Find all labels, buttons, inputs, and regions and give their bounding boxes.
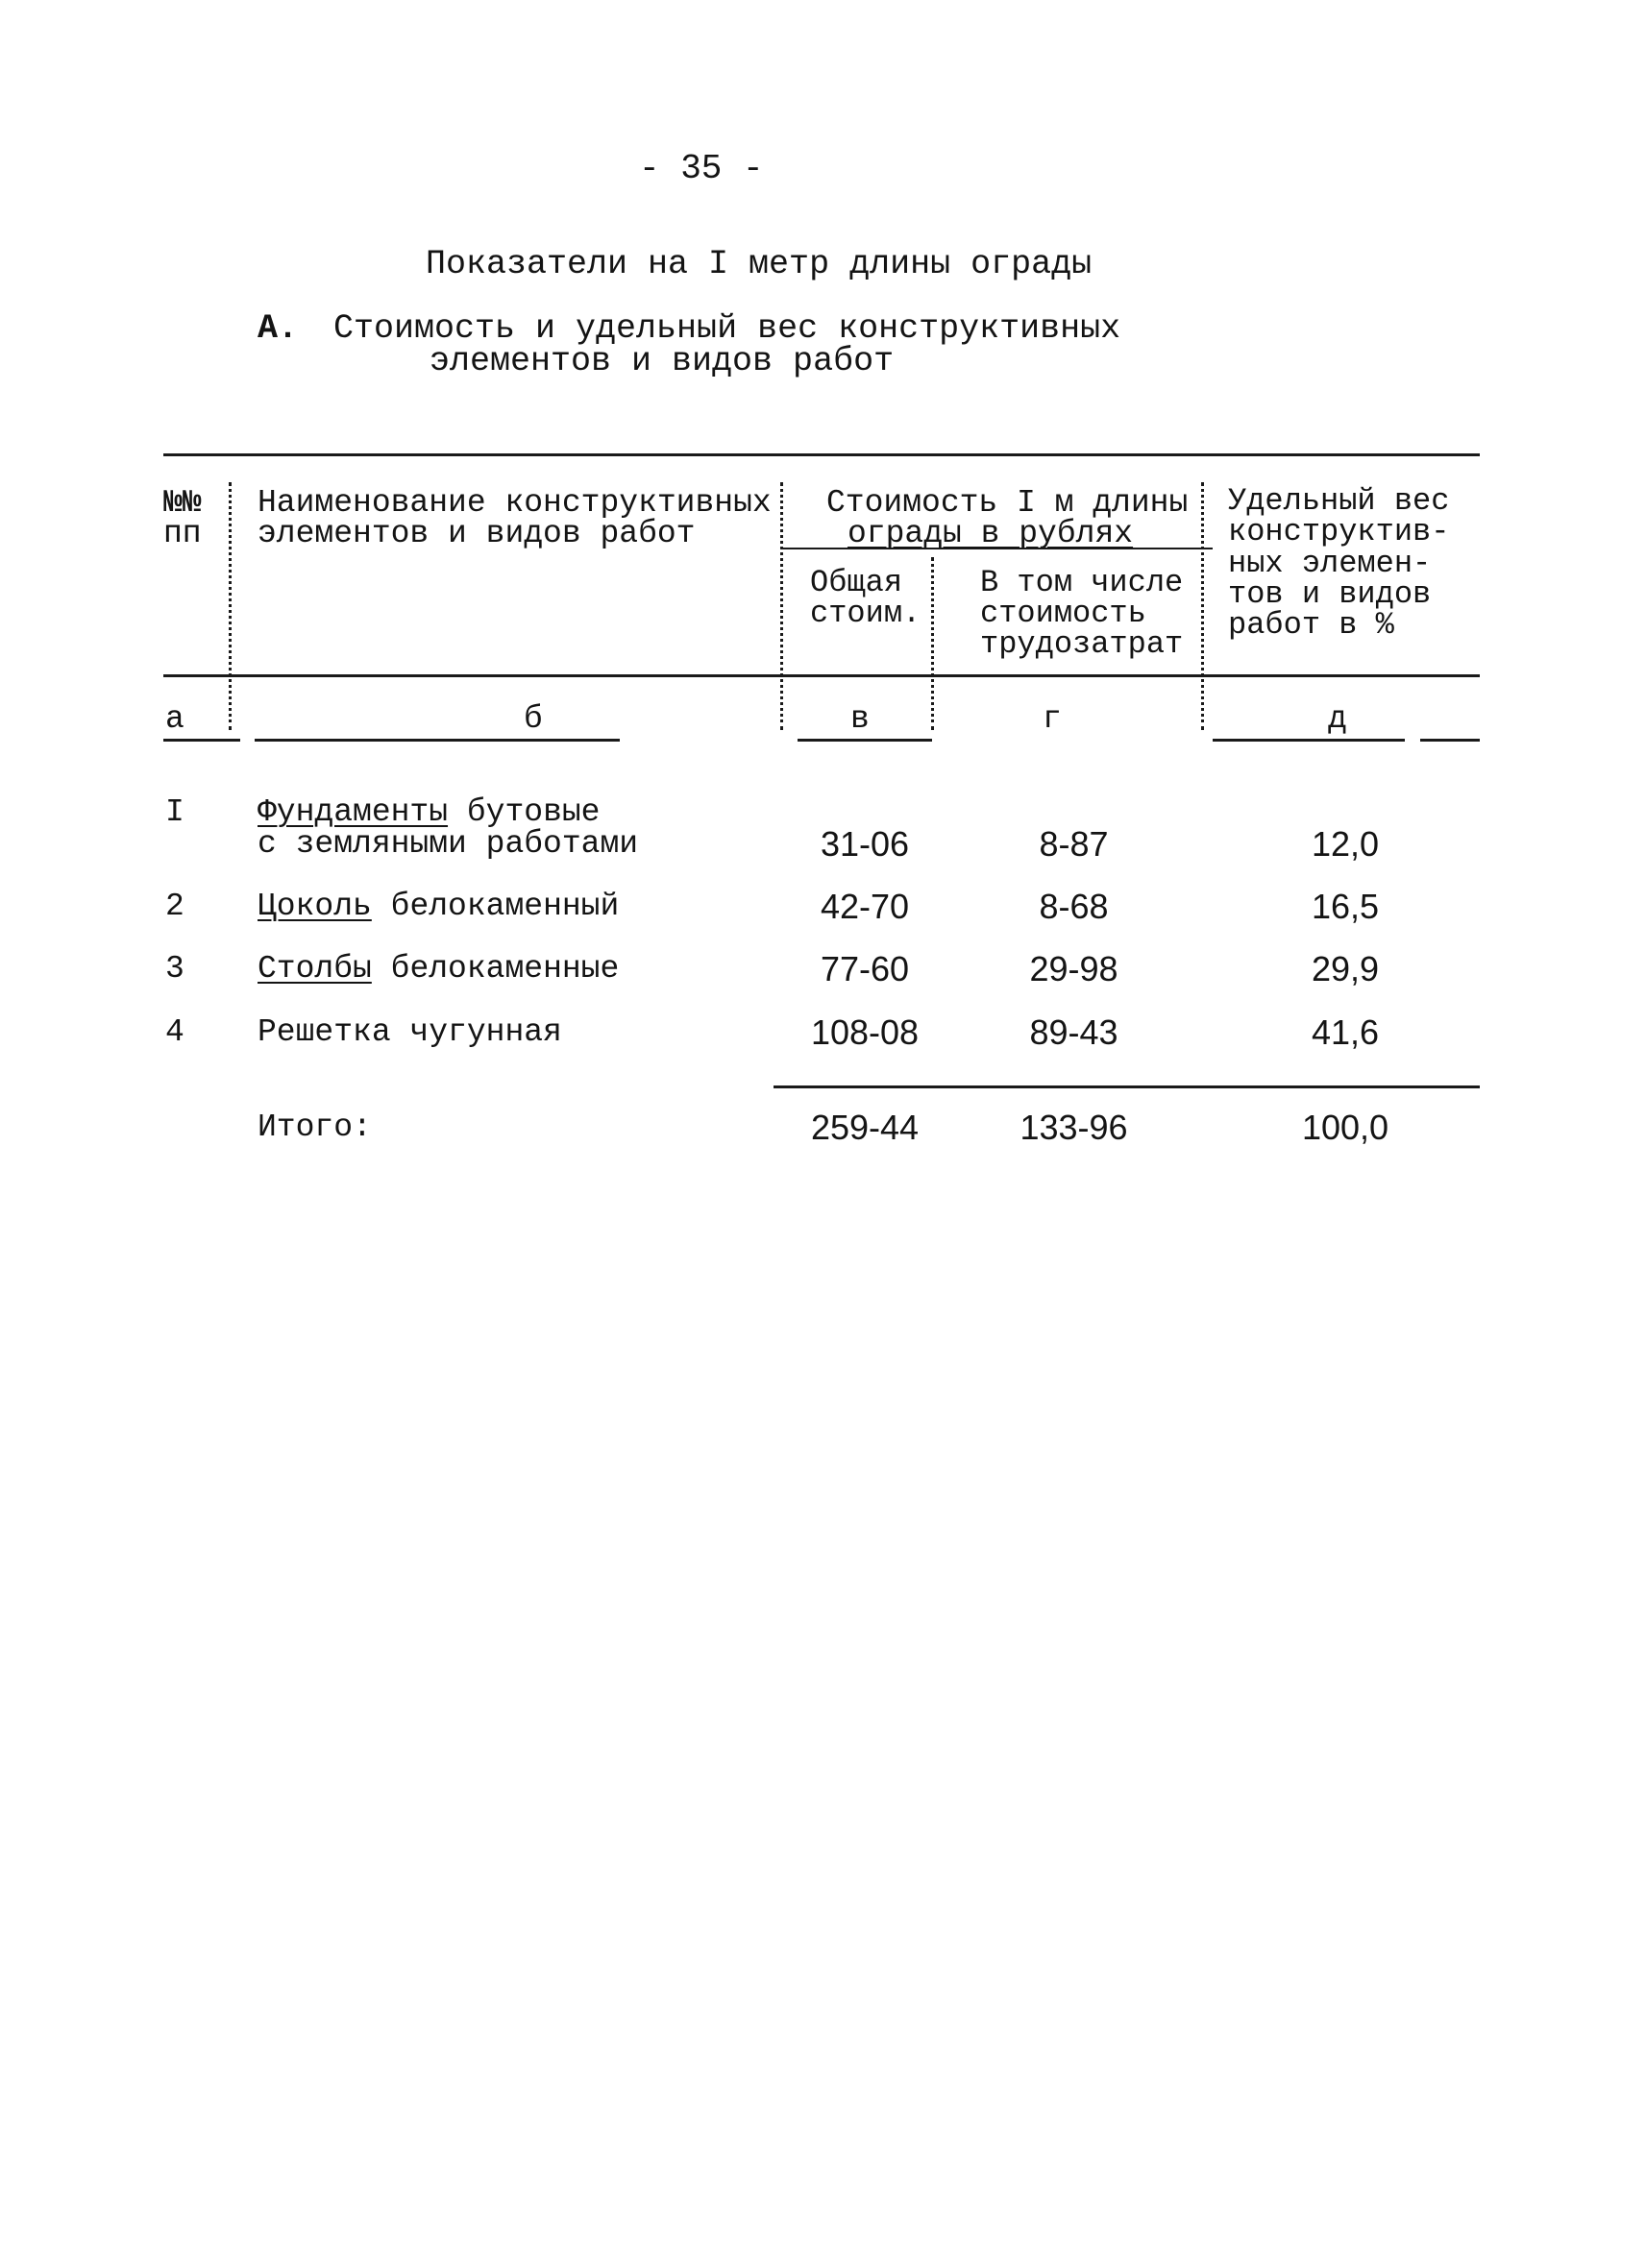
divider-total-labor: [931, 557, 934, 730]
index-row-rule-d2: [1420, 739, 1480, 742]
header-labor-line2: стоимость: [980, 596, 1146, 631]
row-2-name-key: Цоколь: [258, 889, 372, 924]
row-3-share: 29,9: [1311, 949, 1380, 988]
row-1-no: I: [165, 794, 184, 830]
divider-name-cost: [780, 482, 783, 730]
section-title-line1: Стоимость и удельный вес конструктивных: [333, 309, 1121, 348]
index-b: б: [524, 701, 543, 737]
row-3-name: [258, 951, 619, 987]
row-4-no: 4: [165, 1014, 184, 1050]
section-title-line2: элементов и видов работ: [430, 342, 895, 380]
row-1-share: 12,0: [1311, 824, 1380, 864]
header-share-line4: тов и видов: [1228, 576, 1432, 612]
row-2-total: 42-70: [820, 887, 910, 926]
header-name-line1: Наименование конструктивных: [258, 485, 772, 521]
index-g: г: [1043, 701, 1062, 737]
row-2-name-rest: белокаменный: [390, 889, 620, 924]
header-cost-group-line2: ограды в рублях: [848, 516, 1134, 551]
row-1-labor: 8-87: [1039, 824, 1109, 864]
header-cost-group-line1: Стоимость I м длины: [826, 485, 1189, 521]
index-row-rule-v: [798, 739, 932, 742]
header-bottom-rule: [163, 674, 1480, 677]
header-no-line1: №№: [163, 485, 202, 521]
header-labor-line1: В том числе: [980, 565, 1184, 600]
index-row-rule-b: [255, 739, 620, 742]
row-3-name-key: Столбы: [258, 951, 372, 987]
header-share-line1: Удельный вес: [1228, 483, 1450, 519]
table-top-rule: [163, 453, 1480, 456]
totals-rule-cost: [774, 1085, 1216, 1088]
index-d: д: [1328, 701, 1347, 737]
row-3-labor: 29-98: [1029, 949, 1118, 988]
row-4-labor: 89-43: [1029, 1012, 1118, 1052]
row-3-total: 77-60: [820, 949, 910, 988]
row-4-share: 41,6: [1311, 1012, 1380, 1052]
row-4-total: 108-08: [810, 1012, 920, 1052]
row-1-name: [258, 794, 600, 830]
header-share-line2: конструктив-: [1228, 514, 1450, 549]
row-1-name-rest: бутовые: [466, 794, 601, 830]
header-no-line2: пп: [163, 516, 202, 551]
row-1-name-line2: с земляными работами: [258, 826, 639, 862]
header-share-line5: работ в %: [1228, 607, 1394, 643]
row-2-share: 16,5: [1311, 887, 1380, 926]
header-total-line1: Общая: [810, 565, 903, 600]
header-labor-line3: трудозатрат: [980, 626, 1184, 662]
row-2-labor: 8-68: [1039, 887, 1109, 926]
page-title: Показатели на I метр длины ограды: [426, 245, 1093, 283]
header-total-line2: стоим.: [810, 596, 921, 631]
totals-share: 100,0: [1301, 1108, 1389, 1147]
divider-no-name: [229, 482, 232, 730]
index-v: в: [850, 701, 870, 737]
index-row-rule-a: [163, 739, 240, 742]
totals-total: 259-44: [810, 1108, 920, 1147]
index-a: а: [165, 701, 184, 737]
row-1-total: 31-06: [820, 824, 910, 864]
totals-label: Итого:: [258, 1110, 372, 1145]
divider-cost-share: [1201, 482, 1204, 730]
totals-labor: 133-96: [1020, 1108, 1128, 1147]
page-number: - 35 -: [639, 149, 764, 188]
row-4-name: [258, 1014, 562, 1050]
row-2-no: 2: [165, 889, 184, 924]
header-name-line2: элементов и видов работ: [258, 516, 696, 551]
row-1-name-key: Фундаменты: [258, 794, 449, 830]
row-2-name: [258, 889, 619, 924]
header-share-line3: ных элемен-: [1228, 546, 1432, 581]
row-4-name-key: Решетка чугунная: [258, 1014, 562, 1050]
row-3-name-rest: белокаменные: [390, 951, 620, 987]
totals-rule-share: [1213, 1085, 1480, 1088]
row-3-no: 3: [165, 951, 184, 987]
section-letter: А.: [258, 309, 299, 348]
index-row-rule-d: [1213, 739, 1405, 742]
